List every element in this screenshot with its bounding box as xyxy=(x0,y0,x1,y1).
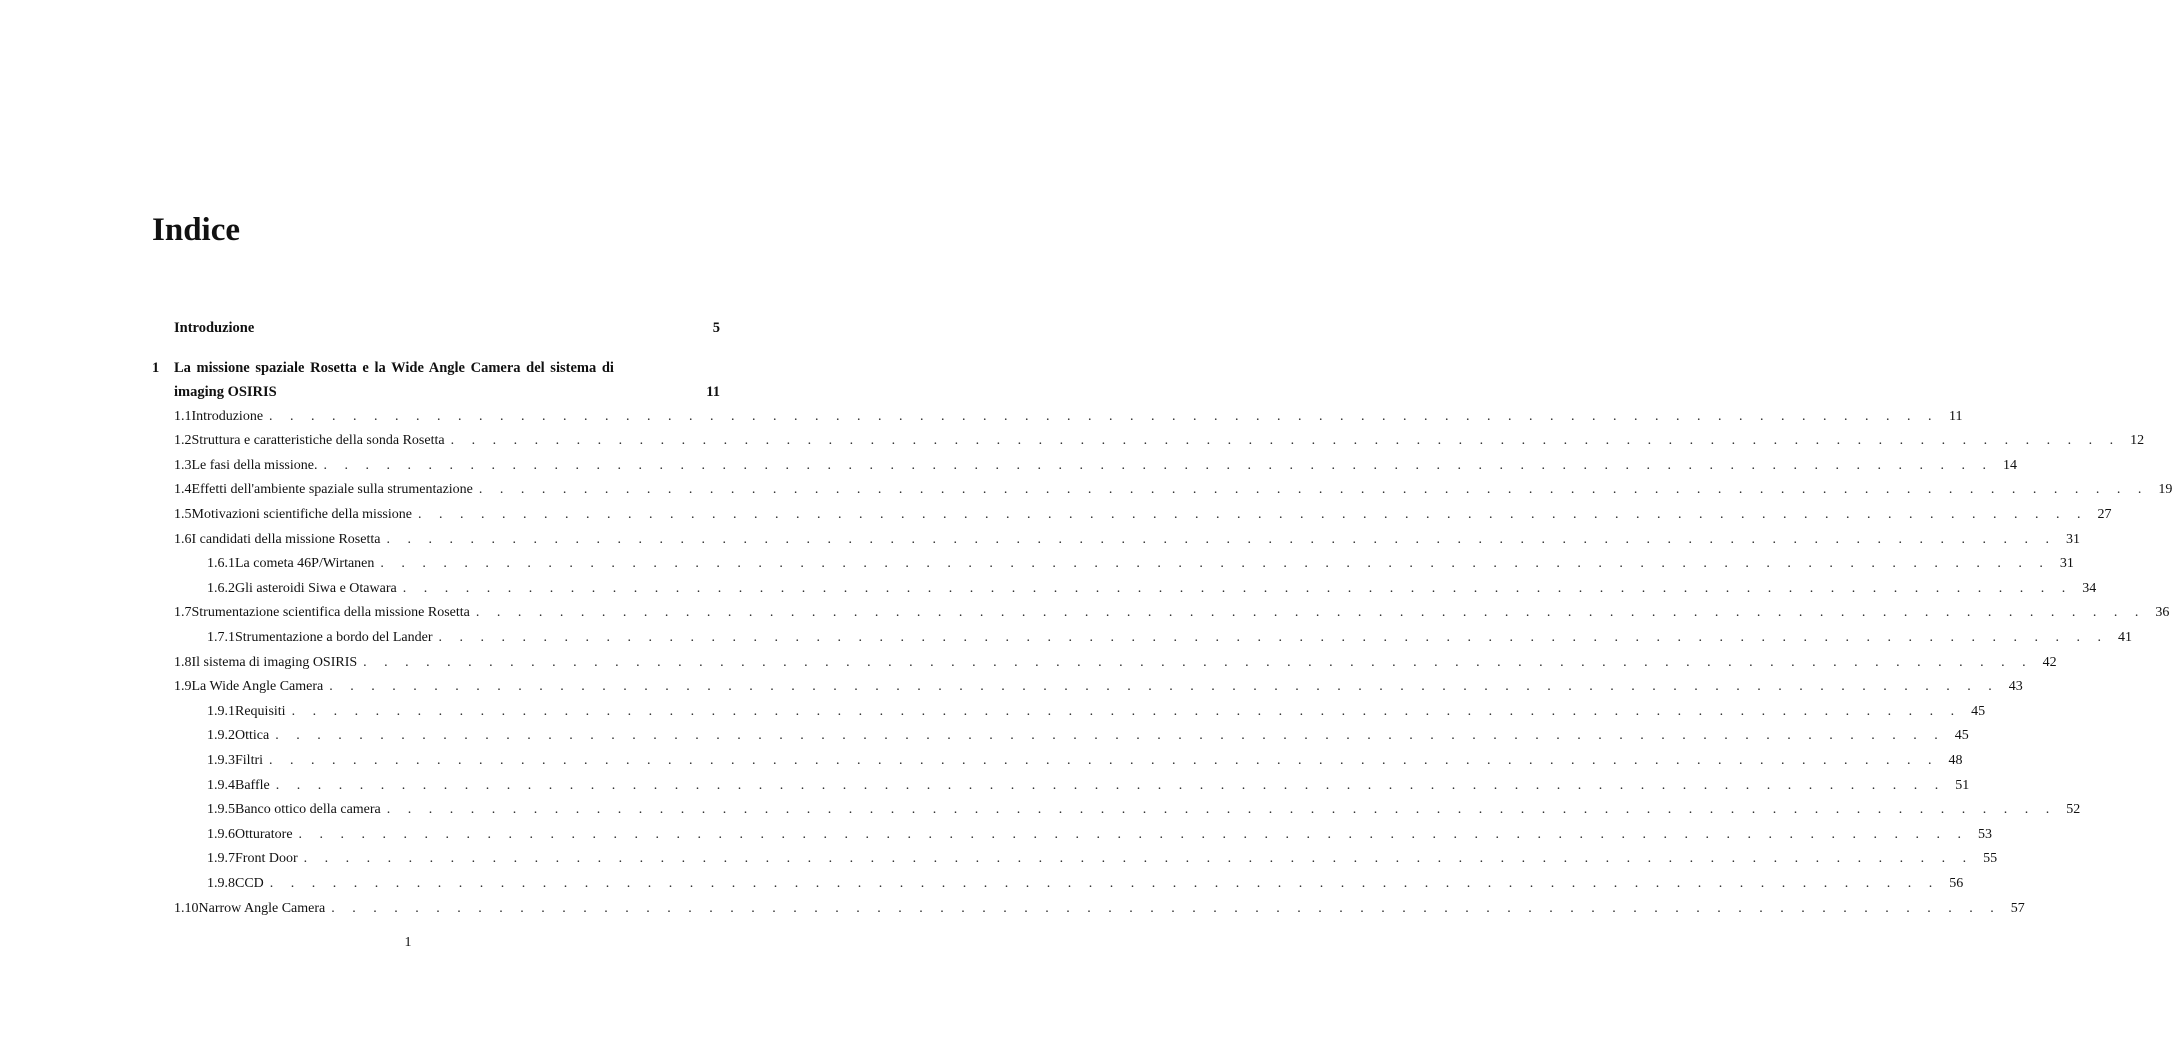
dot-leader: . . . . . . . . . . . . . . . . . . . . . . . . . . . . . . . . . . . . . . . . . . . . . . . . . . . . . . . . . . . . . . . . . . . . . . . . . . . . . . . . xyxy=(450,433,2121,449)
toc-entry-page: 27 xyxy=(2097,507,2112,522)
toc-entry-subsection xyxy=(207,749,1963,773)
toc-entry-label xyxy=(235,626,438,650)
toc-entry-label xyxy=(192,405,270,429)
toc-entry-number: 1.9 xyxy=(174,679,192,695)
toc-entry-number: 1.5 xyxy=(174,507,192,522)
toc-entry-page: 5 xyxy=(712,320,720,336)
page-title: Indice xyxy=(152,212,241,248)
toc-entry-label xyxy=(235,872,270,896)
toc-entry-label: La missione spaziale Rosetta e la Wide Angle Camera del sistema di xyxy=(174,360,614,376)
toc-entry-label xyxy=(235,749,269,773)
toc-entry-text: Gli asteroidi Siwa e Otawara xyxy=(235,581,403,596)
toc-entry-subsection xyxy=(207,724,1969,748)
dot-leader: . . . . . . . . . . . . . . . . . . . . . . . . . . . . . . . . . . . . . . . . . . . . . . . . . . . . . . . . . . . . . . . . . . . . . . . . . . . . . . . . xyxy=(363,654,2033,670)
toc-entry-chapter-cont xyxy=(174,380,720,404)
toc-entry-number: 1.7 xyxy=(174,605,192,621)
toc-entry-section xyxy=(174,897,2025,921)
toc-entry-label xyxy=(235,724,275,748)
toc-entry-label xyxy=(192,478,479,502)
toc-entry-label xyxy=(192,503,418,527)
toc-entry-section xyxy=(174,405,1963,429)
toc-entry-page: 42 xyxy=(2042,654,2057,670)
dot-leader: . . . . . . . . . . . . . . . . . . . . . . . . . . . . . . . . . . . . . . . . . . . . . . . . . . . . . . . . . . . . . . . . . . . . . . . . . . . . . . . . xyxy=(269,408,1939,424)
toc-entry-text: CCD xyxy=(235,876,270,891)
toc-entry-section xyxy=(174,429,2145,453)
dot-leader: . . . . . . . . . . . . . . . . . . . . . . . . . . . . . . . . . . . . . . . . . . . . . . . . . . . . . . . . . . . . . . . . . . . . . . . . . . . . . . . . xyxy=(478,482,2149,498)
dot-leader: . . . . . . . . . . . . . . . . . . . . . . . . . . . . . . . . . . . . . . . . . . . . . . . . . . . . . . . . . . . . . . . . . . . . . . . . . . . . . . . . xyxy=(417,507,2088,522)
toc-entry-number: 1.6.2 xyxy=(207,580,235,596)
toc-entry-text: Baffle xyxy=(235,778,276,793)
toc-entry-intro xyxy=(174,316,720,340)
toc-entry-subsection xyxy=(207,798,2081,822)
dot-leader: . . . . . . . . . . . . . . . . . . . . . . . . . . . . . . . . . . . . . . . . . . . . . . . . . . . . . . . . . . . . . . . . . . . . . . . . . . . . . . . . xyxy=(386,802,2057,818)
toc-entry-page: 45 xyxy=(1971,703,1986,719)
toc-entry-page: 36 xyxy=(2155,605,2170,621)
toc-entry-text: Otturatore xyxy=(235,827,299,842)
page-number: 1 xyxy=(404,935,412,950)
toc-entry-subsection xyxy=(207,847,1998,871)
toc-entry-label xyxy=(192,454,324,478)
toc-entry-number: 1.9.2 xyxy=(207,728,235,744)
toc-entry-label xyxy=(235,577,403,601)
toc-entry-text: Il sistema di imaging OSIRIS xyxy=(192,655,364,670)
toc-entry-subsection xyxy=(207,823,1993,847)
dot-leader: . . . . . . . . . . . . . . . . . . . . . . . . . . . . . . . . . . . . . . . . . . . . . . . . . . . . . . . . . . . . . . . . . . . . . . . . . . . . . . . . xyxy=(269,876,1940,891)
dot-leader: . . . . . . . . . . . . . . . . . . . . . . . . . . . . . . . . . . . . . . . . . . . . . . . . . . . . . . . . . . . . . . . . . . . . . . . . . . . . . . . . xyxy=(475,605,2146,621)
toc-entry-page: 53 xyxy=(1978,826,1993,842)
toc-entry-page: 11 xyxy=(706,384,720,400)
toc-entry-subsection xyxy=(207,700,1986,724)
toc-entry-text: Ottica xyxy=(235,728,275,743)
toc-entry-number: 1.3 xyxy=(174,457,192,473)
toc-entry-page: 52 xyxy=(2066,802,2081,818)
toc-entry-text: Requisiti xyxy=(235,704,292,719)
dot-leader: . . . . . . . . . . . . . . . . . . . . . . . . . . . . . . . . . . . . . . . . . . . . . . . . . . . . . . . . . . . . . . . . . . . . . . . . . . . . . . . . xyxy=(303,851,1974,867)
toc-entry-number: 1.9.4 xyxy=(207,777,235,793)
toc-entry-page: 57 xyxy=(2010,900,2025,916)
toc-entry-label xyxy=(192,601,476,625)
toc-entry-chapter xyxy=(152,356,720,380)
toc-entry-number: 1.6 xyxy=(174,531,192,547)
toc-entry-page: 31 xyxy=(2065,531,2080,547)
toc-entry-number: 1.9.3 xyxy=(207,753,235,768)
dot-leader: . . . . . . . . . . . . . . . . . . . . . . . . . . . . . . . . . . . . . . . . . . . . . . . . . . . . . . . . . . . . . . . . . . . . . . . . . . . . . . . . xyxy=(298,826,1969,842)
toc-entry-number: 1.1 xyxy=(174,408,192,424)
toc-entry-text: Introduzione xyxy=(192,409,270,424)
toc-entry-subsection xyxy=(207,774,1970,798)
toc-entry-page: 14 xyxy=(2002,457,2017,473)
toc-entry-page: 31 xyxy=(2059,556,2074,572)
toc-entry-section xyxy=(174,503,2112,527)
toc-entry-subsection xyxy=(207,552,2074,576)
toc-entry-number: 1 xyxy=(152,360,160,376)
toc-entry-page: 45 xyxy=(1954,728,1969,744)
toc-entry-page: 34 xyxy=(2082,580,2097,596)
toc-entry-section xyxy=(174,675,2023,699)
toc-entry-label xyxy=(235,823,299,847)
toc-entry-number: 1.10 xyxy=(174,900,199,916)
toc-entry-text: Banco ottico della camera xyxy=(235,802,387,817)
toc-entry-page: 48 xyxy=(1948,753,1963,768)
toc-entry-text: Struttura e caratteristiche della sonda Rosetta xyxy=(192,433,451,448)
toc-entry-subsection xyxy=(207,577,2097,601)
toc-entry-label xyxy=(192,651,364,675)
toc-entry-number: 1.2 xyxy=(174,433,192,449)
toc-entry-label xyxy=(192,528,387,552)
toc-entry-label xyxy=(235,847,304,871)
toc-entry-number: 1.8 xyxy=(174,654,192,670)
toc-entry-section xyxy=(174,478,2172,502)
toc-entry-number: 1.9.7 xyxy=(207,851,235,867)
dot-leader: . . . . . . . . . . . . . . . . . . . . . . . . . . . . . . . . . . . . . . . . . . . . . . . . . . . . . . . . . . . . . . . . . . . . . . . . . . . . . . . . xyxy=(275,777,1946,793)
toc-entry-text: I candidati della missione Rosetta xyxy=(192,532,387,547)
toc-entry-label xyxy=(235,700,292,724)
dot-leader: . . . . . . . . . . . . . . . . . . . . . . . . . . . . . . . . . . . . . . . . . . . . . . . . . . . . . . . . . . . . . . . . . . . . . . . . . . . . . . . . xyxy=(402,580,2073,596)
toc-entry-number: 1.9.5 xyxy=(207,802,235,818)
toc-entry-text: La cometa 46P/Wirtanen xyxy=(235,556,380,571)
toc-entry-number: 1.9.8 xyxy=(207,876,235,891)
toc-entry-number: 1.6.1 xyxy=(207,556,235,572)
toc-entry-label xyxy=(235,552,380,576)
toc-entry-text: Le fasi della missione. xyxy=(192,458,324,473)
toc-entry-subsection xyxy=(207,626,2132,650)
toc-entry-label: imaging OSIRIS xyxy=(174,384,277,400)
dot-leader: . . . . . . . . . . . . . . . . . . . . . . . . . . . . . . . . . . . . . . . . . . . . . . . . . . . . . . . . . . . . . . . . . . . . . . . . . . . . . . . . xyxy=(291,703,1962,719)
toc-entry-page: 43 xyxy=(2008,679,2023,695)
toc-entry-label xyxy=(199,897,332,921)
toc-entry-section xyxy=(174,601,2170,625)
toc-entry-label xyxy=(235,798,387,822)
dot-leader: . . . . . . . . . . . . . . . . . . . . . . . . . . . . . . . . . . . . . . . . . . . . . . . . . . . . . . . . . . . . . . . . . . . . . . . . . . . . . . . . xyxy=(329,679,1999,695)
dot-leader: . . . . . . . . . . . . . . . . . . . . . . . . . . . . . . . . . . . . . . . . . . . . . . . . . . . . . . . . . . . . . . . . . . . . . . . . . . . . . . . . xyxy=(269,753,1939,768)
toc-entry-page: 55 xyxy=(1983,851,1998,867)
dot-leader: . . . . . . . . . . . . . . . . . . . . . . . . . . . . . . . . . . . . . . . . . . . . . . . . . . . . . . . . . . . . . . . . . . . . . . . . . . . . . . . . xyxy=(386,531,2056,547)
dot-leader: . . . . . . . . . . . . . . . . . . . . . . . . . . . . . . . . . . . . . . . . . . . . . . . . . . . . . . . . . . . . . . . . . . . . . . . . . . . . . . . . xyxy=(323,457,1993,473)
toc-entry-text: Motivazioni scientifiche della missione xyxy=(192,507,418,522)
toc-entry-number: 1.7.1 xyxy=(207,630,235,645)
toc-entry-page: 41 xyxy=(2117,630,2132,645)
toc-entry-text: Front Door xyxy=(235,851,304,866)
dot-leader: . . . . . . . . . . . . . . . . . . . . . . . . . . . . . . . . . . . . . . . . . . . . . . . . . . . . . . . . . . . . . . . . . . . . . . . . . . . . . . . . xyxy=(438,630,2108,645)
toc-entry-number: 1.9.6 xyxy=(207,826,235,842)
toc-entry-text: La Wide Angle Camera xyxy=(192,679,330,694)
toc-entry-section xyxy=(174,528,2080,552)
toc-entry-section xyxy=(174,651,2057,675)
toc-entry-page: 51 xyxy=(1955,777,1970,793)
dot-leader: . . . . . . . . . . . . . . . . . . . . . . . . . . . . . . . . . . . . . . . . . . . . . . . . . . . . . . . . . . . . . . . . . . . . . . . . . . . . . . . . xyxy=(331,900,2001,916)
toc-entry-text: Strumentazione a bordo del Lander xyxy=(235,630,438,645)
dot-leader: . . . . . . . . . . . . . . . . . . . . . . . . . . . . . . . . . . . . . . . . . . . . . . . . . . . . . . . . . . . . . . . . . . . . . . . . . . . . . . . . xyxy=(380,556,2050,572)
toc-entry-number: 1.4 xyxy=(174,482,192,498)
toc-entry-text: Strumentazione scientifica della missione Rosetta xyxy=(192,605,476,620)
toc-entry-section xyxy=(174,454,2017,478)
dot-leader: . . . . . . . . . . . . . . . . . . . . . . . . . . . . . . . . . . . . . . . . . . . . . . . . . . . . . . . . . . . . . . . . . . . . . . . . . . . . . . . . xyxy=(275,728,1945,744)
toc-entry-text: Filtri xyxy=(235,753,269,768)
toc-entry-label xyxy=(192,429,451,453)
toc-entry-page: 56 xyxy=(1949,876,1964,891)
toc-entry-page: 12 xyxy=(2130,433,2145,449)
toc-entry-label: Introduzione xyxy=(174,320,255,336)
toc-entry-page: 11 xyxy=(1949,408,1963,424)
toc-entry-page: 19 xyxy=(2158,482,2172,498)
toc-entry-label xyxy=(235,774,276,798)
toc-entry-number: 1.9.1 xyxy=(207,703,235,719)
toc-entry-text: Effetti dell'ambiente spaziale sulla strumentazione xyxy=(192,482,479,497)
toc-entry-text: Narrow Angle Camera xyxy=(199,901,332,916)
toc-entry-subsection xyxy=(207,872,1964,896)
toc-entry-label xyxy=(192,675,330,699)
